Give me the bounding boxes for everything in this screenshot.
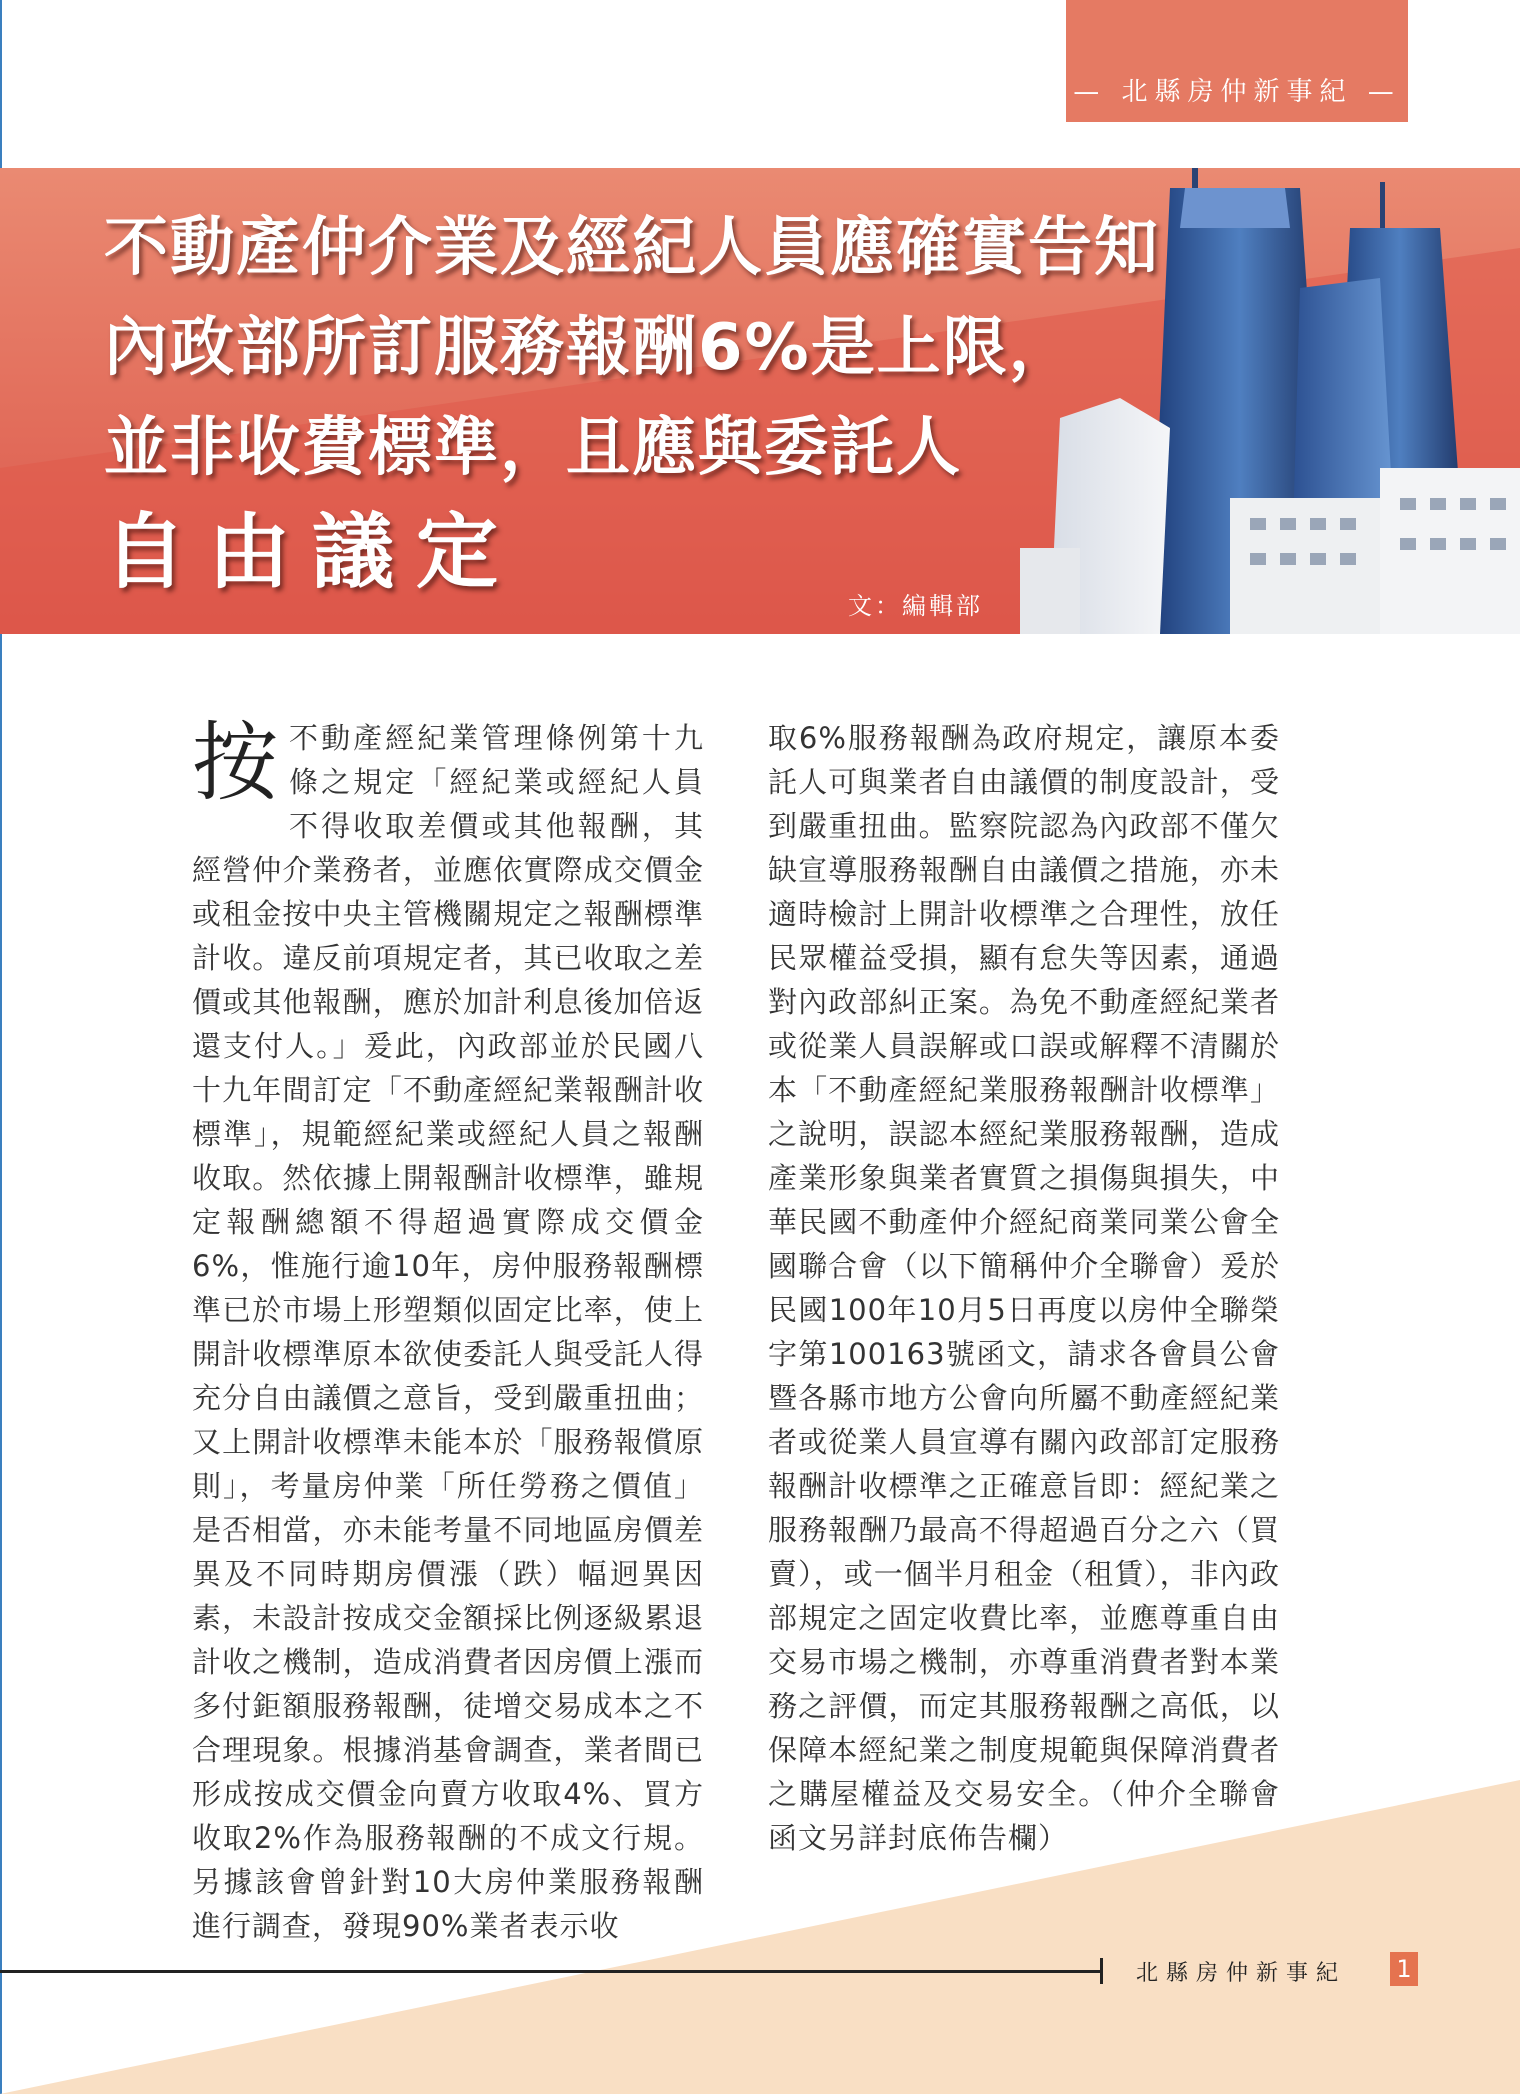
drop-cap: 按 <box>192 713 279 813</box>
article-column-left <box>192 713 704 1948</box>
article-text-right: 取6%服務報酬為政府規定，讓原本委託人可與業者自由議價的制度設計，受到嚴重扭曲。監察院認為內政部不僅欠缺宣導服務報酬自由議價之措施，亦未適時檢討上開計收標準之合理性，放任民眾權益受損，顯有怠失等因素，通過對內政部糾正案。為免不動產經紀業者或從業人員誤解或口誤或解釋不清關於本「不動產經紀業服務報酬計收標準」之說明，誤認本經紀業服務報酬，造成產業形象與業者實質之損傷與損失，中華民國不動產仲介經紀商業同業公會全國聯合會（以下簡稱仲介全聯會）爰於民國100年10月5日再度以房仲全聯榮字第100163號函文，請求各會員公會暨各縣市地方公會向所屬不動產經紀業者或從業人員宣導有關內政部訂定服務報酬計收標準之正確意旨即：經紀業之服務報酬乃最高不得超過百分之六（買賣），或一個半月租金（租賃），非內政部規定之固定收費比率，並應尊重自由交易市場之機制，亦尊重消費者對本業務之評價，而定其服務報酬之高低，以保障本經紀業之制度規範與保障消費者之購屋權益及交易安全。（仲介全聯會函文另詳封底佈告欄） <box>768 721 1280 1855</box>
page-number: 1 <box>1390 1952 1418 1986</box>
footer-title: 北縣房仲新事紀 <box>1136 1961 1347 1986</box>
header-banner <box>0 168 1520 634</box>
footer-rule-end <box>1100 1958 1103 1984</box>
title-line-3: 並非收費標準，且應與委託人 <box>104 411 962 485</box>
article-title <box>104 198 1304 608</box>
section-tag-label: — 北縣房仲新事紀 — <box>1073 77 1401 107</box>
title-line-1: 不動產仲介業及經紀人員應確實告知 <box>104 211 1160 285</box>
article-text-left: 不動產經紀業管理條例第十九條之規定「經紀業或經紀人員不得收取差價或其他報酬，其經營仲介業務者，並應依實際成交價金或租金按中央主管機關規定之報酬標準計收。違反前項規定者，其已收取之差價或其他報酬，應於加計利息後加倍返還支付人。」爰此，內政部並於民國八十九年間訂定「不動產經紀業報酬計收標準」，規範經紀業或經紀人員之報酬收取。然依據上開報酬計收標準，雖規定報酬總額不得超過實際成交價金6%，惟施行逾10年，房仲服務報酬標準已於市場上形塑類似固定比率，使上開計收標準原本欲使委託人與受託人得充分自由議價之意旨，受到嚴重扭曲；又上開計收標準未能本於「服務報償原則」，考量房仲業「所任勞務之價值」是否相當，亦未能考量不同地區房價差異及不同時期房價漲（跌）幅迥異因素，未設計按成交金額採比例逐級累退計收之機制，造成消費者因房價上漲而多付鉅額服務報酬，徒增交易成本之不合理現象。根據消基會調查，業者間已形成按成交價金向賣方收取4%、買方收取2%作為服務報酬的不成文行規。另據該會曾針對10大房仲業服務報酬進行調查，發現90%業者表示收 <box>192 721 704 1943</box>
article-column-right <box>768 716 1280 1860</box>
footer-background-wedge <box>0 1780 1520 2094</box>
section-tag <box>1066 0 1408 122</box>
title-line-2: 內政部所訂服務報酬6%是上限， <box>104 311 1075 385</box>
title-line-4: 自由議定 <box>104 505 521 600</box>
footer-rule <box>0 1970 1102 1973</box>
byline: 文：編輯部 <box>848 592 983 620</box>
